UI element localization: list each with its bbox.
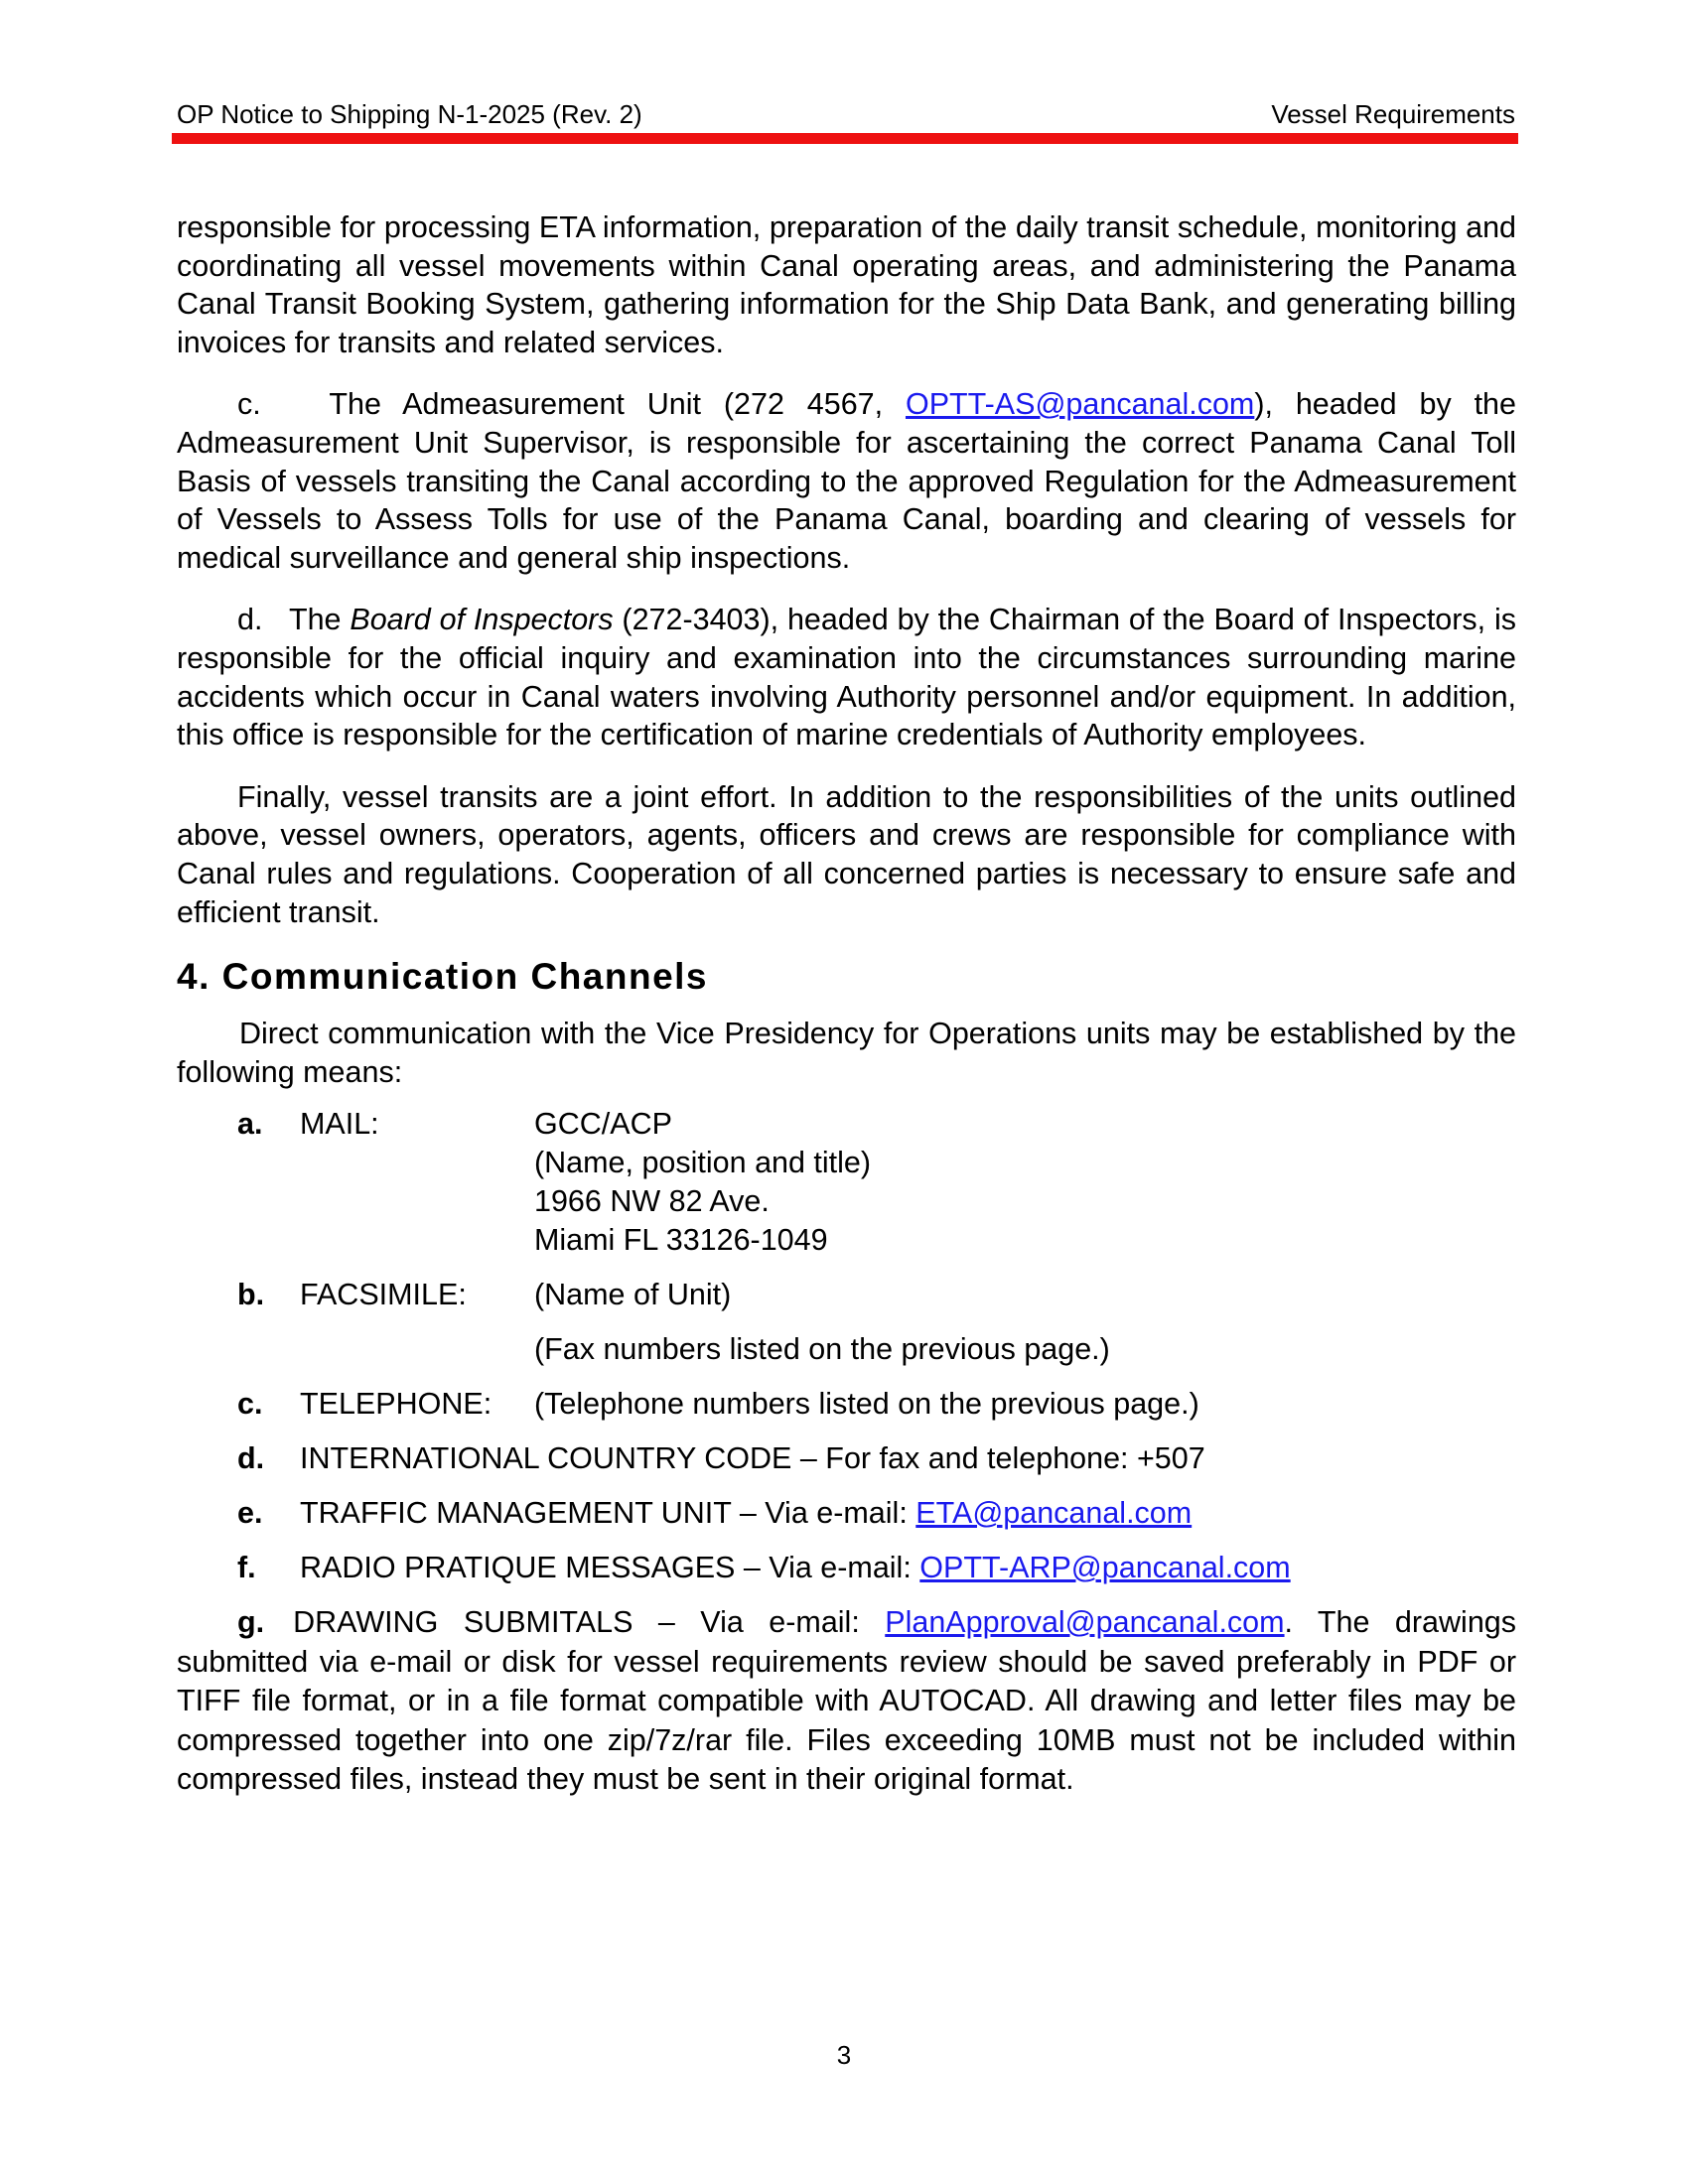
- paragraph-text: Finally, vessel transits are a joint effort. In addition to the responsibilities of the units outlined above, vessel owners, operators, agents, officers and crews are responsible for compliance with Canal rules and regulations. Cooperation of all concerned parties is necessary to ensure safe and efficient transit.: [177, 779, 1516, 929]
- item-label: e.: [237, 1496, 263, 1531]
- paragraph-text: The: [288, 603, 351, 637]
- paragraph-text: The Admeasurement Unit (272 4567,: [329, 387, 906, 422]
- paragraph-text: . The drawings submitted via e-mail or disk for vessel requirements review should be saved preferably in PDF or TIFF file format, or in a file format compatible with AUTOCAD. All drawing and letter files may be compressed together into one zip/7z/rar file. Files exceeding 10MB must not be included within compressed files, instead they must be sent in their original format.: [177, 1605, 1516, 1797]
- mail-row: [177, 1221, 1516, 1260]
- mail-row: [177, 1182, 1516, 1221]
- drawing-label: DRAWING SUBMITALS – Via e-mail:: [293, 1605, 886, 1640]
- page-number: 3: [836, 2040, 852, 2070]
- paragraph-text: ), headed by the Admeasurement Unit Supervisor, is responsible for ascertaining the correct Panama Canal Toll Basis of vessels transiting the Canal according to the approved Regulation for the Admeasurement of Vessels to Assess Tolls for use of the Panama Canal, boarding and clearing of vessels for medical surveillance and general ship inspections.: [177, 387, 1516, 575]
- telephone-key: TELEPHONE:: [300, 1387, 492, 1422]
- email-link-plan-approval[interactable]: PlanApproval@pancanal.com: [885, 1605, 1285, 1640]
- header-document-title: OP Notice to Shipping N-1-2025 (Rev. 2): [177, 99, 642, 129]
- mail-line-1: GCC/ACP: [534, 1107, 672, 1142]
- telephone-row: [177, 1385, 1516, 1424]
- telephone-value: (Telephone numbers listed on the previous page.): [534, 1387, 1199, 1422]
- page-header: [177, 97, 1515, 133]
- radio-text: [300, 1549, 1291, 1587]
- fax-row: [177, 1276, 1516, 1314]
- header-rule: [172, 133, 1518, 144]
- item-label: g.: [237, 1605, 265, 1640]
- radio-row: [177, 1549, 1516, 1587]
- paragraph-traffic-unit: responsible for processing ETA information, preparation of the daily transit schedule, monitoring and coordinating all vessel movements within Canal operating areas, and administering the Panama Canal Transit Booking System, gathering information for the Ship Data Bank, and generating billing invoices for transits and related services.: [177, 210, 1516, 359]
- item-label: d.: [237, 603, 263, 637]
- drawing-submittals-paragraph: [177, 1603, 1516, 1800]
- country-code-text: INTERNATIONAL COUNTRY CODE – For fax and telephone: +507: [300, 1441, 1205, 1476]
- item-label: b.: [237, 1278, 265, 1312]
- traffic-row: [177, 1494, 1516, 1533]
- paragraph-board-of-inspectors: [177, 601, 1516, 753]
- email-link-optt-arp[interactable]: OPTT-ARP@pancanal.com: [919, 1551, 1291, 1585]
- mail-line-4: Miami FL 33126-1049: [534, 1223, 828, 1258]
- section-intro: [177, 1015, 1516, 1091]
- mail-row: [177, 1105, 1516, 1144]
- email-link-eta[interactable]: ETA@pancanal.com: [915, 1496, 1193, 1531]
- item-label: d.: [237, 1441, 265, 1476]
- traffic-text: [300, 1494, 1192, 1533]
- paragraph-text: (272-3403), headed by the Chairman of the Board of Inspectors, is responsible for the official inquiry and examination into the circumstances surrounding marine accidents which occur in Canal waters involving Authority personnel and/or equipment. In addition, this office is responsible for the certification of marine credentials of Authority employees.: [177, 603, 1517, 752]
- fax-key: FACSIMILE:: [300, 1278, 467, 1312]
- email-link-optt-as[interactable]: OPTT-AS@pancanal.com: [905, 387, 1255, 422]
- mail-line-2: (Name, position and title): [534, 1146, 872, 1180]
- radio-label: RADIO PRATIQUE MESSAGES – Via e-mail:: [300, 1551, 920, 1585]
- fax-line-2: (Fax numbers listed on the previous page.): [534, 1332, 1110, 1367]
- section-heading: 4. Communication Channels: [177, 956, 709, 998]
- item-label: f.: [237, 1551, 256, 1585]
- traffic-label: TRAFFIC MANAGEMENT UNIT – Via e-mail:: [300, 1496, 916, 1531]
- item-label: c.: [237, 1387, 263, 1422]
- country-code-row: [177, 1439, 1516, 1478]
- document-body: [177, 208, 1516, 1824]
- paragraph-text: Direct communication with the Vice Presidency for Operations units may be established by the following means:: [177, 1017, 1516, 1089]
- mail-key: MAIL:: [300, 1107, 379, 1142]
- board-of-inspectors-term: Board of Inspectors: [350, 603, 614, 637]
- mail-row: [177, 1144, 1516, 1182]
- paragraph-admeasurement-unit: [177, 385, 1516, 577]
- header-section-title: Vessel Requirements: [1271, 99, 1515, 129]
- fax-row: [177, 1330, 1516, 1369]
- paragraph-joint-effort: [177, 778, 1516, 931]
- item-label: a.: [237, 1107, 263, 1142]
- fax-line-1: (Name of Unit): [534, 1278, 732, 1312]
- item-label: c.: [237, 387, 261, 422]
- mail-line-3: 1966 NW 82 Ave.: [534, 1184, 770, 1219]
